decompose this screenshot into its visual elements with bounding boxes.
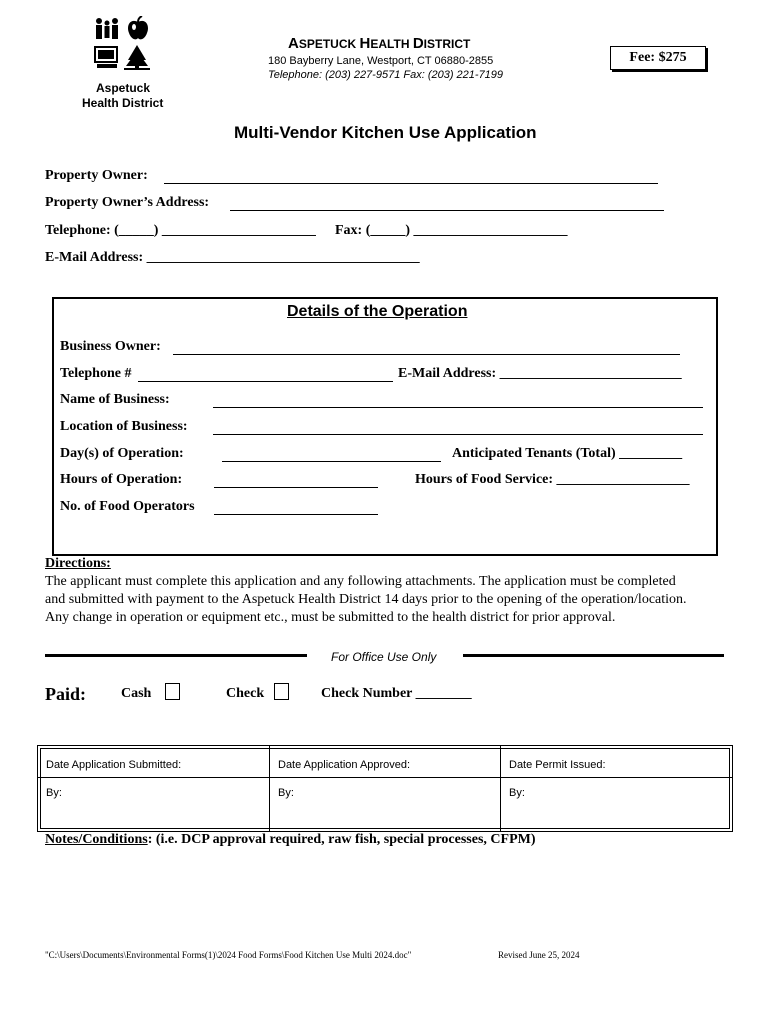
email-field[interactable]: E-Mail Address: _______________________________________ <box>45 250 420 265</box>
business-name-label: Name of Business: <box>60 392 170 407</box>
check-label: Check <box>226 686 265 701</box>
fee-text: Fee: $275 <box>629 50 687 65</box>
notes-label: Notes/Conditions: (i.e. DCP approval required, raw fish, special processes, CFPM) <box>45 832 536 847</box>
fax-field[interactable]: Fax: (_____) ______________________ <box>335 223 568 238</box>
details-telephone-label: Telephone # <box>60 366 132 381</box>
logo <box>92 16 162 76</box>
cash-checkbox[interactable] <box>165 683 180 700</box>
hours-field[interactable] <box>214 487 378 488</box>
footer-path: "C:\Users\Documents\Environmental Forms(1)\2024 Food Forms\Food Kitchen Use Multi 2024.doc" <box>45 950 412 960</box>
business-owner-label: Business Owner: <box>60 339 161 354</box>
check-number-field[interactable]: Check Number ________ <box>321 686 472 701</box>
date-submitted-header: Date Application Submitted: <box>46 759 182 771</box>
food-operators-label: No. of Food Operators <box>60 499 195 514</box>
details-telephone-field[interactable] <box>138 381 393 382</box>
date-permit-header: Date Permit Issued: <box>509 759 606 771</box>
hours-label: Hours of Operation: <box>60 472 183 487</box>
food-service-field[interactable]: Hours of Food Service: ___________________ <box>415 472 690 487</box>
computer-icon <box>94 46 120 70</box>
food-operators-field[interactable] <box>214 514 378 515</box>
details-email-field[interactable]: E-Mail Address: __________________________ <box>398 366 682 381</box>
logo-text-line2: Health District <box>82 96 164 110</box>
date-approved-header: Date Application Approved: <box>278 759 411 771</box>
details-heading: Details of the Operation <box>287 303 468 320</box>
directions-line1: The applicant must complete this application and any following attachments. The application must be completed <box>45 574 676 589</box>
submitted-by-field[interactable]: By: <box>46 787 62 799</box>
tenants-field[interactable]: Anticipated Tenants (Total) _________ <box>452 446 683 461</box>
directions-line3: Any change in operation or equipment etc., must be submitted to the health district for prior approval. <box>45 610 616 625</box>
directions-line2: and submitted with payment to the Aspetuck Health District 14 days prior to the opening of the operation/location. <box>45 592 687 607</box>
org-phone: Telephone: (203) 227-9571 Fax: (203) 221-7199 <box>268 69 504 81</box>
family-icon <box>94 16 120 42</box>
logo-text-line1: Aspetuck <box>96 81 151 95</box>
approved-by-field[interactable]: By: <box>278 787 294 799</box>
org-name: ASPETUCK HEALTH DISTRICT <box>288 35 471 52</box>
directions-heading: Directions: <box>45 556 111 571</box>
days-label: Day(s) of Operation: <box>60 446 184 461</box>
permit-by-field[interactable]: By: <box>509 787 525 799</box>
apple-icon <box>126 16 150 42</box>
fee-box <box>610 46 706 70</box>
page-title: Multi-Vendor Kitchen Use Application <box>234 123 537 142</box>
paid-label: Paid: <box>45 684 87 704</box>
business-owner-field[interactable] <box>173 354 680 355</box>
tree-icon <box>124 44 150 70</box>
cash-label: Cash <box>121 686 152 701</box>
business-location-field[interactable] <box>213 434 703 435</box>
telephone-field[interactable]: Telephone: (_____) ______________________ <box>45 223 316 238</box>
org-address: 180 Bayberry Lane, Westport, CT 06880-2855 <box>268 55 494 67</box>
footer-revised: Revised June 25, 2024 <box>498 950 580 960</box>
property-owner-field[interactable] <box>164 183 658 184</box>
owner-address-field[interactable] <box>230 210 664 211</box>
office-table <box>37 745 733 832</box>
property-owner-label: Property Owner: <box>45 168 148 183</box>
business-name-field[interactable] <box>213 407 703 408</box>
office-use-label: For Office Use Only <box>331 650 437 664</box>
owner-address-label: Property Owner’s Address: <box>45 195 210 210</box>
check-checkbox[interactable] <box>274 683 289 700</box>
business-location-label: Location of Business: <box>60 419 188 434</box>
days-field[interactable] <box>222 461 441 462</box>
office-divider-right <box>463 654 724 657</box>
office-divider-left <box>45 654 307 657</box>
